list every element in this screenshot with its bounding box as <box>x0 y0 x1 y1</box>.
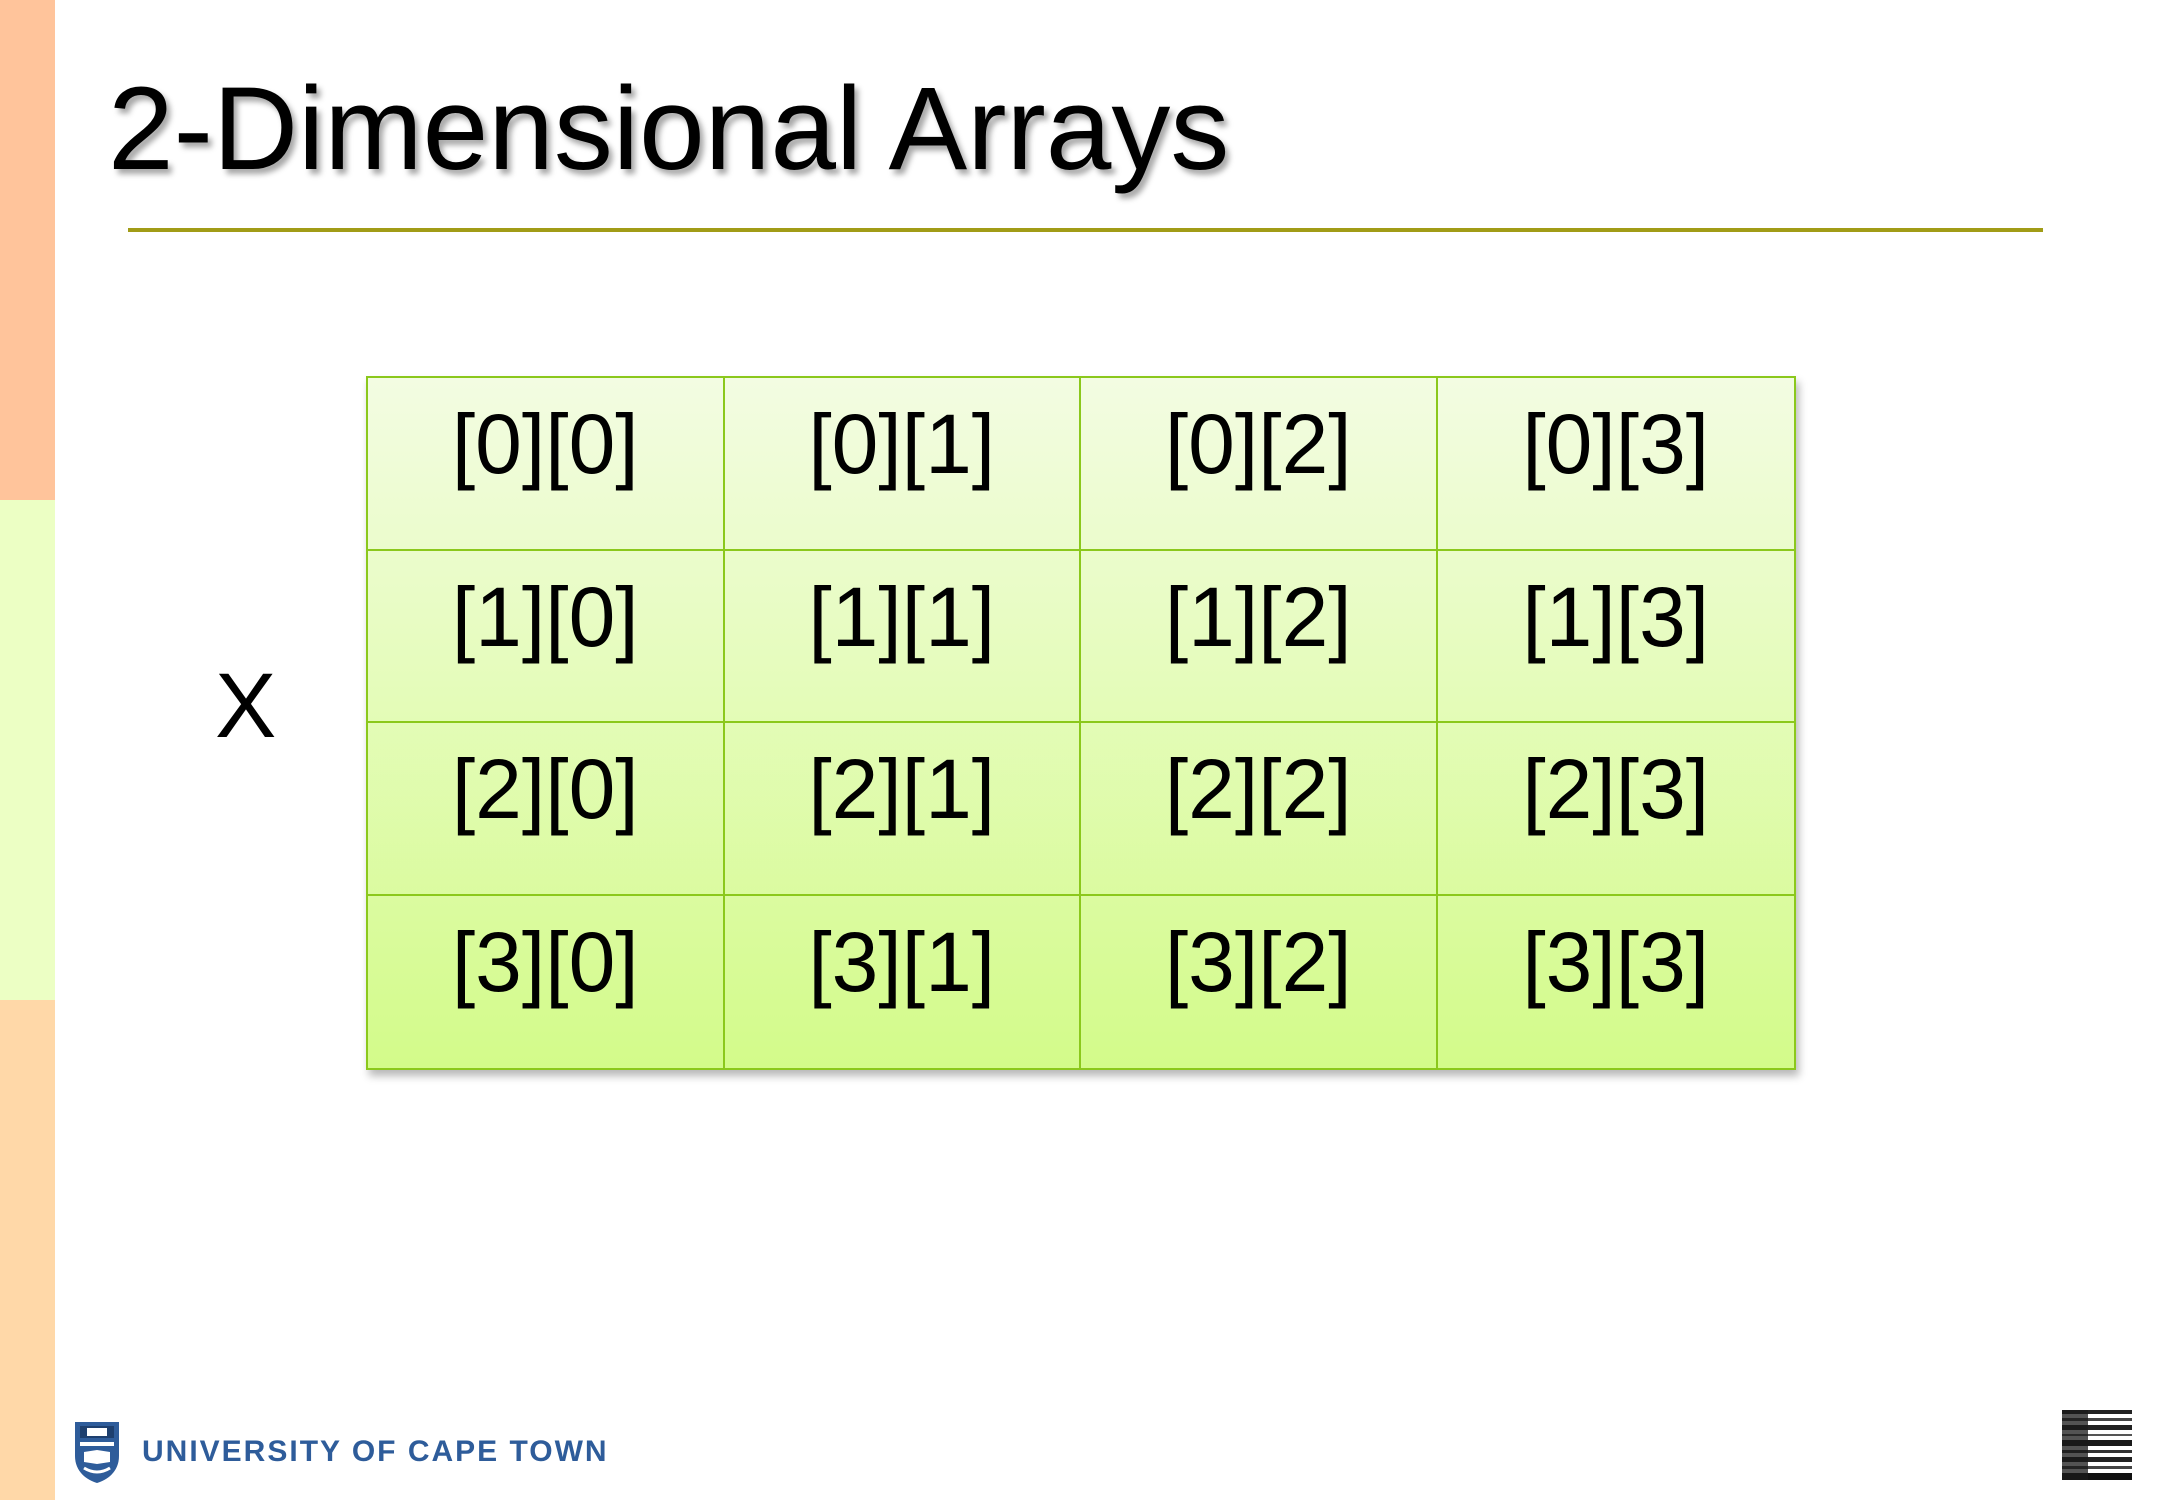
slide-title: 2-Dimensional Arrays <box>108 63 1230 195</box>
array-cell: [1][3] <box>1438 551 1795 724</box>
array-cell: [2][3] <box>1438 723 1795 896</box>
university-logo <box>72 1420 609 1484</box>
array-cell: [2][2] <box>1081 723 1438 896</box>
array-cell: [2][1] <box>725 723 1082 896</box>
university-name: UNIVERSITY OF CAPE TOWN <box>142 1435 609 1468</box>
side-bar-middle <box>0 500 55 1000</box>
array-variable-label: X <box>215 655 277 757</box>
array-cell: [0][2] <box>1081 378 1438 551</box>
side-bar-top <box>0 0 55 500</box>
side-bar-bottom <box>0 1000 55 1500</box>
barcode-mark-icon <box>2062 1410 2132 1480</box>
array-cell: [0][1] <box>725 378 1082 551</box>
university-crest-icon <box>72 1420 122 1484</box>
array-cell: [0][3] <box>1438 378 1795 551</box>
array-cell: [1][1] <box>725 551 1082 724</box>
array-cell: [3][2] <box>1081 896 1438 1069</box>
array-grid <box>366 376 1796 1070</box>
title-underline <box>128 228 2043 232</box>
array-cell: [1][2] <box>1081 551 1438 724</box>
array-cell: [3][3] <box>1522 914 1710 1009</box>
array-cell: [1][0] <box>368 551 725 724</box>
array-cell: [2][0] <box>368 723 725 896</box>
array-cell: [0][0] <box>368 378 725 551</box>
array-cell: [3][1] <box>725 896 1082 1069</box>
array-cell: [3][0] <box>368 896 725 1069</box>
